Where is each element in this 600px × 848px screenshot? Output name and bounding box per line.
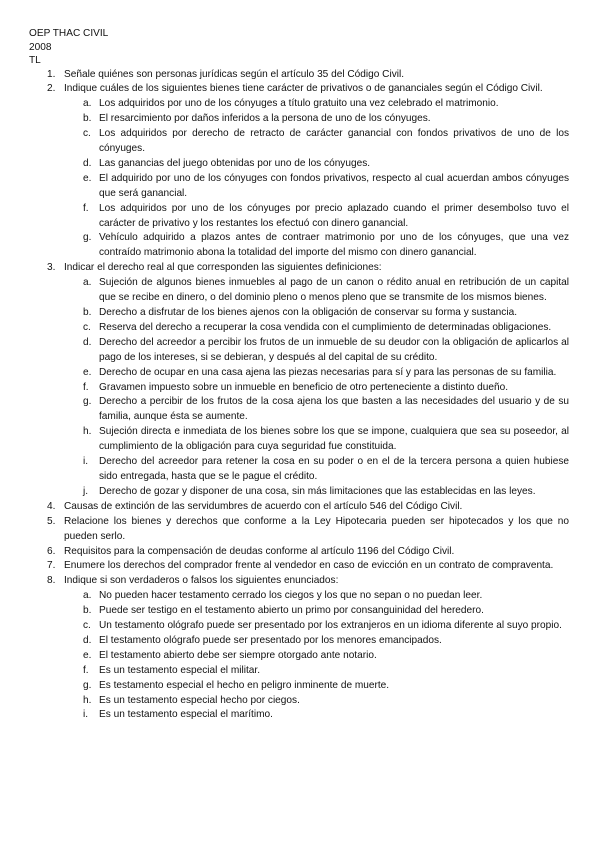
question-item [29,574,569,723]
sub-item [64,336,569,366]
sub-item-letter: i. [83,709,89,721]
sub-item [64,604,569,619]
question-number: 6. [47,545,56,557]
sub-item [64,485,569,500]
sub-item [64,172,569,202]
sub-item-list [64,276,569,500]
question-number: 4. [47,500,56,512]
question-number: 5. [47,515,56,527]
sub-item-text: Gravamen impuesto sobre un inmueble en beneficio de otro perteneciente a distinto dueño. [99,381,509,393]
sub-item-letter: c. [83,321,91,333]
sub-item-text: Derecho de ocupar en una casa ajena las piezas necesarias para sí y para las personas de su familia. [99,366,557,378]
question-item [29,500,569,515]
sub-item-letter: d. [83,336,92,348]
sub-item-letter: f. [83,664,89,676]
sub-item-text: Las ganancias del juego obtenidas por uno de los cónyuges. [99,157,371,169]
sub-item-text: Sujeción directa e inmediata de los bienes sobre los que se impone, cualquiera que sea su poseedor, al cumplimiento de la obligación para cuya seguridad fue constituida. [99,426,569,453]
sub-item-text: El resarcimiento por daños inferidos a la persona de uno de los cónyuges. [99,113,431,125]
sub-item [64,276,569,306]
question-number: 3. [47,262,56,274]
sub-item-text: Derecho a percibir de los frutos de la cosa ajena los que basten a las necesidades del usuario y de su familia, aunque ésta se aumente. [99,396,569,423]
sub-item-text: Los adquiridos por uno de los cónyuges a título gratuito una vez celebrado el matrimonio. [99,98,499,110]
header-year: 2008 [29,41,52,53]
sub-item-letter: g. [83,679,92,691]
question-item [29,82,569,261]
sub-item-letter: i. [83,456,89,468]
sub-item-text: Reserva del derecho a recuperar la cosa vendida con el cumplimiento de determinadas obligaciones. [99,321,552,333]
sub-item [64,395,569,425]
sub-item [64,127,569,157]
sub-item [64,231,569,261]
sub-item [64,97,569,112]
question-item [29,515,569,545]
sub-item-text: Es testamento especial el hecho en peligro inminente de muerte. [99,679,390,691]
sub-item-text: Es un testamento especial el militar. [99,664,261,676]
sub-item-text: El testamento ológrafo puede ser presentado por los menores emancipados. [99,634,442,646]
sub-item [64,589,569,604]
sub-item-letter: g. [83,396,92,408]
document-header [29,27,569,68]
question-text: Indicar el derecho real al que corresponden las siguientes definiciones: [64,262,382,274]
sub-item-letter: e. [83,649,92,661]
sub-item-letter: j. [83,485,89,497]
question-item [29,261,569,500]
sub-item [64,202,569,232]
question-text: Indique si son verdaderos o falsos los siguientes enunciados: [64,575,339,587]
sub-item-text: Derecho a disfrutar de los bienes ajenos con la obligación de conservar su forma y sustancia. [99,307,517,318]
sub-item [64,649,569,664]
header-title: OEP THAC CIVIL [29,28,109,39]
question-number: 2. [47,83,56,95]
sub-item-letter: a. [83,277,92,289]
question-item [29,68,569,83]
sub-item-letter: e. [83,366,92,378]
sub-item [64,664,569,679]
sub-item-text: Los adquiridos por uno de los cónyuges por precio aplazado cuando el primer desembolso tuvo el carácter de privativo y los restantes los efectuó con dinero ganancial. [99,202,569,229]
sub-item [64,112,569,127]
sub-item-letter: g. [83,232,92,244]
sub-item [64,694,569,709]
sub-item [64,634,569,649]
sub-item [64,366,569,381]
sub-item-text: Los adquiridos por derecho de retracto de carácter ganancial con fondos privativos de uno de los cónyuges. [99,128,569,155]
sub-item [64,619,569,634]
header-code: TL [29,55,41,66]
sub-item-letter: a. [83,590,92,602]
sub-item [64,708,569,723]
sub-item-letter: a. [83,98,92,110]
sub-item-letter: d. [83,634,92,646]
sub-item-text: Derecho del acreedor a percibir los frutos de un inmueble de su deudor con la obligación de aplicarlos al pago de los intereses, si se debieran, y después al del capital de su crédito. [99,336,569,363]
sub-item [64,321,569,336]
question-item [29,545,569,560]
sub-item [64,381,569,396]
sub-item-text: No pueden hacer testamento cerrado los ciegos y los que no sepan o no puedan leer. [99,590,483,602]
sub-item-letter: h. [83,694,92,706]
sub-item [64,306,569,321]
sub-item-letter: b. [83,113,92,125]
question-text: Requisitos para la compensación de deudas conforme al artículo 1196 del Código Civil. [64,545,455,557]
sub-item-letter: b. [83,605,92,617]
question-text: Enumere los derechos del comprador frente al vendedor en caso de evicción en un contrato de compraventa. [64,560,554,572]
sub-item-text: Es un testamento especial el marítimo. [99,709,273,721]
sub-item-list [64,589,569,723]
sub-item-text: Vehículo adquirido a plazos antes de contraer matrimonio por uno de los cónyuges, que una vez contraído matrimonio abona la totalidad del importe del mismo con dinero ganancial. [99,232,569,259]
sub-item-letter: e. [83,172,92,184]
sub-item-text: Derecho del acreedor para retener la cosa en su poder o en el de la tercera persona a quien hubiese sido entregada, hasta que se le pague el crédito. [99,456,569,482]
sub-item-text: Sujeción de algunos bienes inmuebles al pago de un canon o rédito anual en retribución de un capital que se recibe en dinero, o del dominio pleno o menos pleno que se transmite de los mismos bienes. [99,277,569,304]
sub-item-text: Derecho de gozar y disponer de una cosa, sin más limitaciones que las establecidas en las leyes. [99,485,536,497]
question-item [29,559,569,574]
question-number: 8. [47,575,56,587]
sub-item-text: Puede ser testigo en el testamento abierto un primo por consanguinidad del heredero. [99,605,484,617]
sub-item-text: El testamento abierto debe ser siempre otorgado ante notario. [99,649,377,661]
sub-item [64,455,569,485]
sub-item-text: El adquirido por uno de los cónyuges con fondos privativos, respecto al cual acuerdan ambos cónyuges que será ganancial. [99,172,569,199]
sub-item [64,679,569,694]
question-text: Señale quiénes son personas jurídicas según el artículo 35 del Código Civil. [64,68,405,80]
sub-item-letter: c. [83,128,91,140]
sub-item-list [64,97,569,261]
question-text: Relacione los bienes y derechos que conforme a la Ley Hipotecaria pueden ser hipotecados y los que no pueden serlo. [64,515,569,542]
sub-item-letter: f. [83,202,89,214]
sub-item-letter: d. [83,157,92,169]
question-number: 7. [47,560,56,572]
question-text: Indique cuáles de los siguientes bienes tiene carácter de privativos o de gananciales según el Código Civil. [64,83,543,95]
sub-item-letter: f. [83,381,89,393]
question-number: 1. [47,68,56,80]
sub-item [64,157,569,172]
question-list [29,68,569,724]
sub-item-text: Un testamento ológrafo puede ser presentado por los extranjeros en un idioma diferente al suyo propio. [99,620,562,632]
sub-item [64,425,569,455]
sub-item-letter: h. [83,426,92,438]
sub-item-letter: c. [83,620,91,632]
question-text: Causas de extinción de las servidumbres de acuerdo con el artículo 546 del Código Civil. [64,500,463,512]
sub-item-text: Es un testamento especial hecho por ciegos. [99,694,300,706]
sub-item-letter: b. [83,307,92,318]
